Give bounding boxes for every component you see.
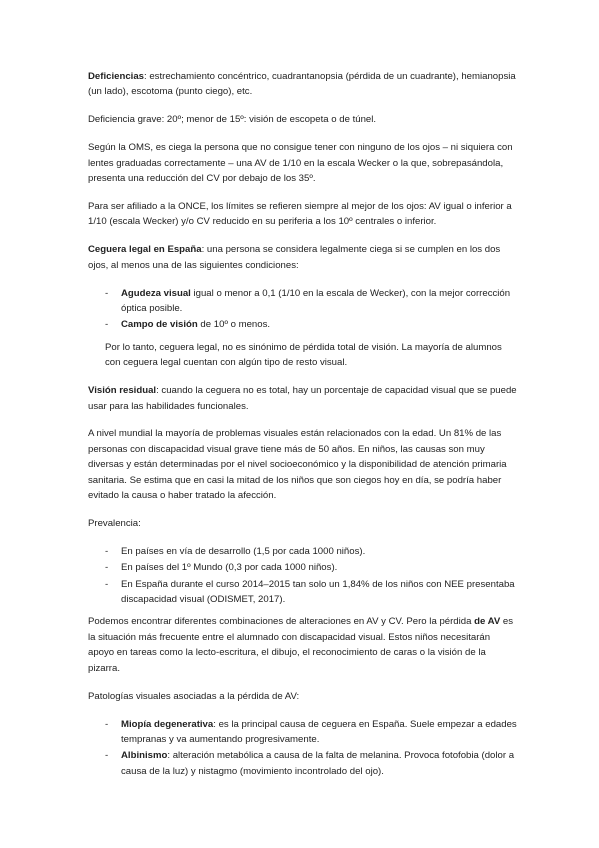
paragraph-once: Para ser afiliado a la ONCE, los límites se refieren siempre al mejor de los ojos: AV igual o inferior a 1/10 (escala Wecker) y/o CV reducido en su periferia a los 10º centrales o inferior.: [88, 200, 512, 228]
dash-bullet: -: [105, 545, 109, 557]
dash-bullet: -: [105, 319, 109, 331]
paragraph-oms: Según la OMS, es ciega la persona que no consigue tener con ninguno de los ojos – ni siquiera con lentes graduadas correctamente – una AV de 1/10 en la escala Wecker o la que, sobrepasándola, presenta una reducción del CV por debajo de los 35º.: [88, 142, 513, 185]
prevalence-list: [88, 544, 517, 608]
dash-bullet: -: [105, 562, 109, 574]
paragraph-patologias-heading: Patologías visuales asociadas a la pérdida de AV:: [88, 690, 300, 702]
list-item-text: : alteración metabólica a causa de la falta de melanina. Provoca fotofobia (dolor a causa de la luz) y nistagmo (movimiento incontrolado del ojo).: [121, 750, 515, 777]
paragraph-deficiencia-grave: Deficiencia grave: 20º; menor de 15º: visión de escopeta o de túnel.: [88, 114, 377, 126]
dash-bullet: -: [105, 287, 109, 299]
list-item-text: En países en vía de desarrollo (1,5 por cada 1000 niños).: [121, 545, 366, 557]
text-vision-residual: : cuando la ceguera no es total, hay un porcentaje de capacidad visual que se puede usar para las habilidades funcionales.: [88, 385, 517, 412]
term-de-av: de AV: [474, 616, 501, 628]
term-agudeza-visual: Agudeza visual: [121, 287, 191, 299]
list-item: [88, 560, 517, 575]
list-item: [88, 577, 517, 608]
term-deficiencias: Deficiencias: [88, 71, 144, 82]
paragraph-ceguera-legal: [88, 242, 517, 273]
paragraph-combinaciones: [88, 614, 517, 676]
list-item: [88, 317, 517, 332]
list-item-text: : es la principal causa de ceguera en España. Suele empezar a edades tempranas y va aumentando progresivamente.: [121, 718, 517, 745]
term-albinismo: Albinismo: [121, 750, 168, 762]
term-campo-vision: Campo de visión: [121, 319, 198, 331]
paragraph-prevalencia-heading: Prevalencia:: [88, 517, 141, 529]
text-deficiencias: : estrechamiento concéntrico, cuadrantanopsia (pérdida de un cuadrante), hemianopsia (un lado), escotoma (punto ciego), etc.: [88, 71, 516, 98]
list-item-text: igual o menor a 0,1 (1/10 en la escala de Wecker), con la mejor corrección óptica posible.: [121, 287, 511, 314]
paragraph-por-lo-tanto: Por lo tanto, ceguera legal, no es sinónimo de pérdida total de visión. La mayoría de alumnos con ceguera legal cuentan con algún tipo de resto visual.: [105, 341, 502, 369]
list-item-text: de 10º o menos.: [197, 319, 271, 331]
list-item-text: En países del 1º Mundo (0,3 por cada 1000 niños).: [121, 562, 338, 574]
pathologies-list: [88, 717, 517, 780]
paragraph-nivel-mundial: A nivel mundial la mayoría de problemas visuales están relacionados con la edad. Un 81% de las personas con discapacidad visual grave tiene más de 50 años. En niños, las causas son muy diversas y están determinadas por el nivel socioeconómico y la disponibilidad de atención primaria sanitaria. Se estima que en casi la mitad de los niños que son ciegos hoy en día, se podría haber evitado la causa o haber tratado la afección.: [88, 428, 507, 502]
dash-bullet: -: [105, 718, 109, 730]
list-item: [88, 748, 517, 779]
list-item: [88, 286, 517, 317]
dash-bullet: -: [105, 750, 109, 762]
paragraph-vision-residual: [88, 383, 517, 414]
paragraph-deficiencias: [88, 69, 517, 100]
text-combinaciones-2: es la situación más frecuente entre el alumnado con discapacidad visual. Estos niños necesitarán apoyo en tareas como la lecto-escritura, el dibujo, el reconocimiento de caras o la visión de la pizarra.: [88, 616, 514, 674]
term-vision-residual: Visión residual: [88, 385, 157, 397]
term-ceguera-legal: Ceguera legal en España: [88, 244, 202, 256]
list-item-text: En España durante el curso 2014–2015 tan solo un 1,84% de los niños con NEE presentaba discapacidad visual (ODISMET, 2017).: [121, 578, 515, 606]
dash-bullet: -: [105, 578, 109, 590]
text-ceguera-legal: : una persona se considera legalmente ciega si se cumplen en los dos ojos, al menos una de las siguientes condiciones:: [88, 244, 501, 271]
list-item: [88, 717, 517, 748]
text-combinaciones-1: Podemos encontrar diferentes combinaciones de alteraciones en AV y CV. Pero la pérdida: [88, 616, 475, 628]
conditions-list: [88, 286, 517, 333]
term-miopia: Miopía degenerativa: [121, 718, 214, 730]
list-item: [88, 544, 517, 559]
